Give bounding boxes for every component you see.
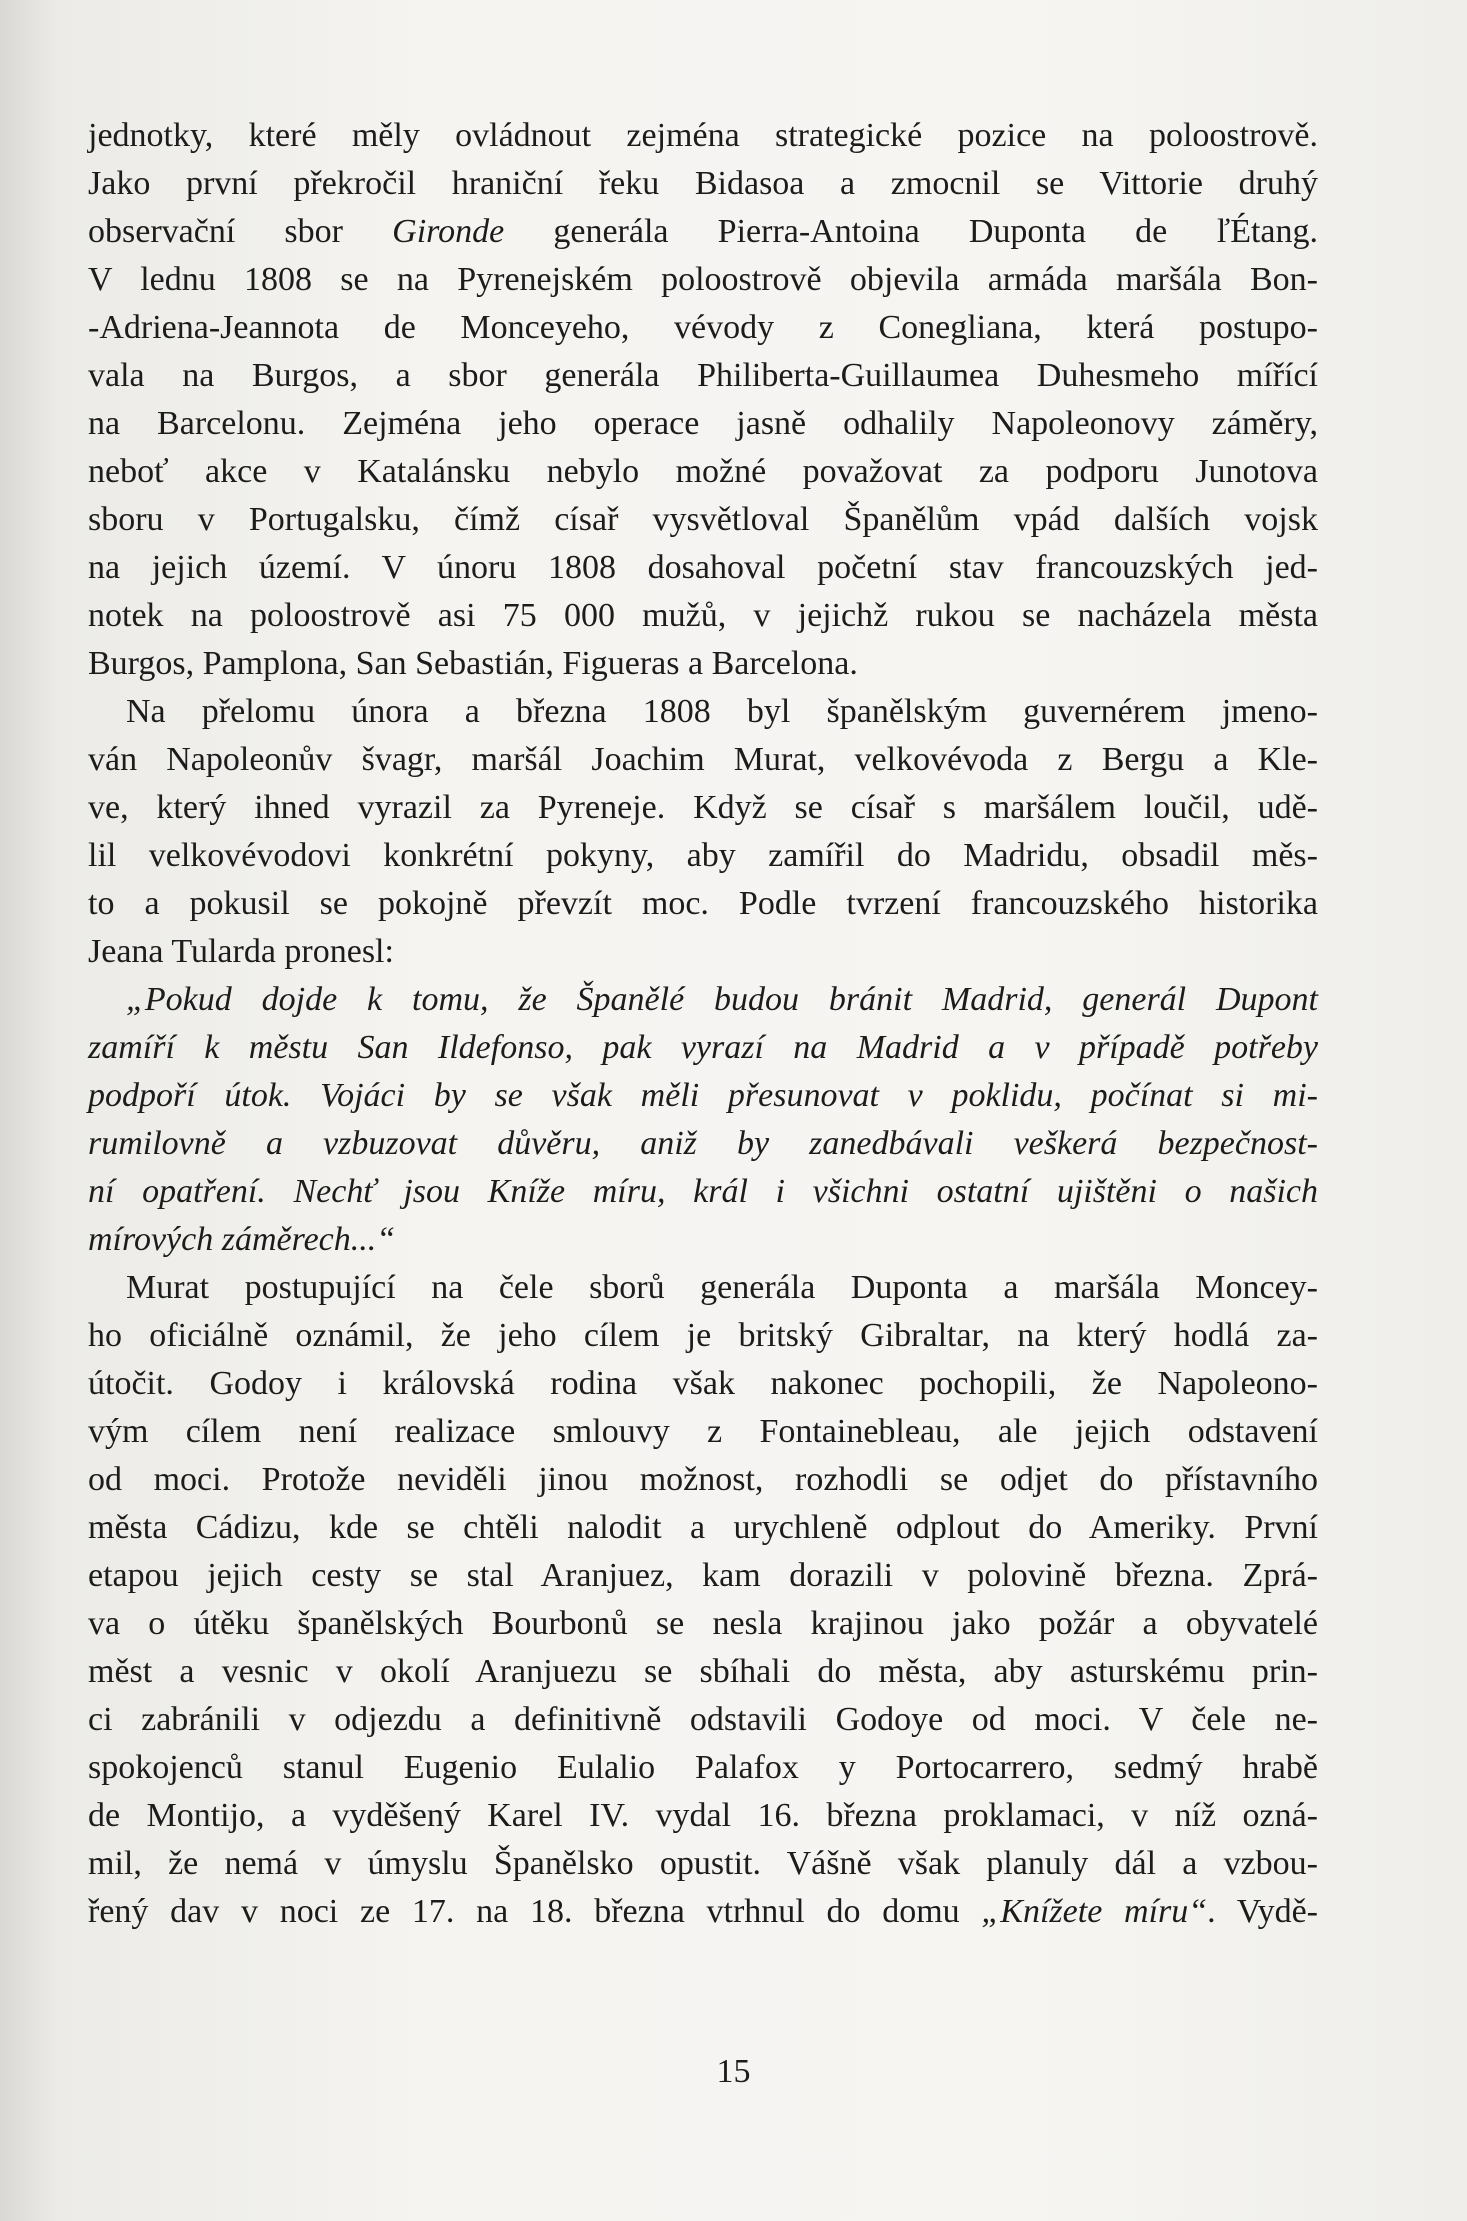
quote-line: rumilovně a vzbuzovat důvěru, aniž by zanedbávali veškerá bezpečnost- (88, 1125, 1318, 1162)
text-line: na Barcelonu. Zejména jeho operace jasně odhalily Napoleonovy záměry, (88, 405, 1318, 442)
text-line: de Montijo, a vyděšený Karel IV. vydal 16. března proklamaci, v níž ozná- (88, 1797, 1318, 1834)
text-line: -Adriena-Jeannota de Monceyeho, vévody z Conegliana, která postupo- (88, 309, 1318, 346)
page-number: 15 (716, 2053, 751, 2090)
quote-line: mírových záměrech...“ (88, 1221, 396, 1258)
text-line: spokojenců stanul Eugenio Eulalio Palafox y Portocarrero, sedmý hrabě (88, 1749, 1318, 1786)
text-line: od moci. Protože neviděli jinou možnost, rozhodli se odjet do přístavního (88, 1461, 1318, 1498)
text-line: útočit. Godoy i královská rodina však nakonec pochopili, že Napoleono- (88, 1365, 1318, 1402)
text-line: va o útěku španělských Bourbonů se nesla krajinou jako požár a obyvatelé (88, 1605, 1318, 1642)
text-run: observační sbor (88, 213, 393, 250)
italic-term: „Knížete míru“ (981, 1893, 1208, 1930)
text-line: vým cílem není realizace smlouvy z Fontainebleau, ale jejich odstavení (88, 1413, 1318, 1450)
quote-line: podpoří útok. Vojáci by se však měli přesunovat v poklidu, počínat si mi- (88, 1077, 1318, 1114)
text-line: Jako první překročil hraniční řeku Bidasoa a zmocnil se Vittorie druhý (88, 165, 1318, 202)
text-line: na jejich území. V únoru 1808 dosahoval početní stav francouzských jed- (88, 549, 1318, 586)
text-line (88, 208, 1318, 256)
text-line: sboru v Portugalsku, čímž císař vysvětloval Španělům vpád dalších vojsk (88, 501, 1318, 538)
text-line: ván Napoleonův švagr, maršál Joachim Murat, velkovévoda z Bergu a Kle- (88, 741, 1318, 778)
text-line: měst a vesnic v okolí Aranjuezu se sbíhali do města, aby asturskému prin- (88, 1653, 1318, 1690)
text-line: neboť akce v Katalánsku nebylo možné považovat za podporu Junotova (88, 453, 1318, 490)
text-line: notek na poloostrově asi 75 000 mužů, v jejichž rukou se nacházela města (88, 597, 1318, 634)
text-run: . Vydě- (1207, 1893, 1318, 1930)
quote-line: ní opatření. Nechť jsou Kníže míru, král i všichni ostatní ujištěni o našich (88, 1173, 1318, 1210)
text-line: lil velkovévodovi konkrétní pokyny, aby zamířil do Madridu, obsadil měs- (88, 837, 1318, 874)
text-line: Burgos, Pamplona, San Sebastián, Figueras a Barcelona. (88, 645, 858, 682)
text-line: mil, že nemá v úmyslu Španělsko opustit. Vášně však planuly dál a vzbou- (88, 1845, 1318, 1882)
text-line: Murat postupující na čele sborů generála Duponta a maršála Moncey- (126, 1269, 1318, 1306)
quote-line: zamíří k městu San Ildefonso, pak vyrazí na Madrid a v případě potřeby (88, 1029, 1318, 1066)
text-line (88, 1888, 1318, 1936)
text-line: ci zabránili v odjezdu a definitivně odstavili Godoye od moci. V čele ne- (88, 1701, 1318, 1738)
italic-term: Gironde (392, 213, 505, 250)
text-line: vala na Burgos, a sbor generála Philiberta-Guillaumea Duhesmeho mířící (88, 357, 1318, 394)
text-line: ho oficiálně oznámil, že jeho cílem je britský Gibraltar, na který hodlá za- (88, 1317, 1318, 1354)
text-line: Na přelomu února a března 1808 byl španělským guvernérem jmeno- (126, 693, 1318, 730)
body-text (88, 112, 1318, 1936)
text-line: jednotky, které měly ovládnout zejména strategické pozice na poloostrově. (88, 117, 1318, 154)
text-run: generála Pierra-Antoina Duponta de ľÉtang. (504, 213, 1318, 250)
text-run: řený dav v noci ze 17. na 18. března vtrhnul do domu (88, 1893, 982, 1930)
text-line: ve, který ihned vyrazil za Pyreneje. Když se císař s maršálem loučil, udě- (88, 789, 1318, 826)
text-line: V lednu 1808 se na Pyrenejském poloostrově objevila armáda maršála Bon- (88, 261, 1318, 298)
text-line: to a pokusil se pokojně převzít moc. Podle tvrzení francouzského historika (88, 885, 1318, 922)
quote-line: „Pokud dojde k tomu, že Španělé budou bránit Madrid, generál Dupont (126, 981, 1318, 1018)
text-line: Jeana Tularda pronesl: (88, 933, 394, 970)
text-line: města Cádizu, kde se chtěli nalodit a urychleně odplout do Ameriky. První (88, 1509, 1318, 1546)
text-line: etapou jejich cesty se stal Aranjuez, kam dorazili v polovině března. Zprá- (88, 1557, 1318, 1594)
